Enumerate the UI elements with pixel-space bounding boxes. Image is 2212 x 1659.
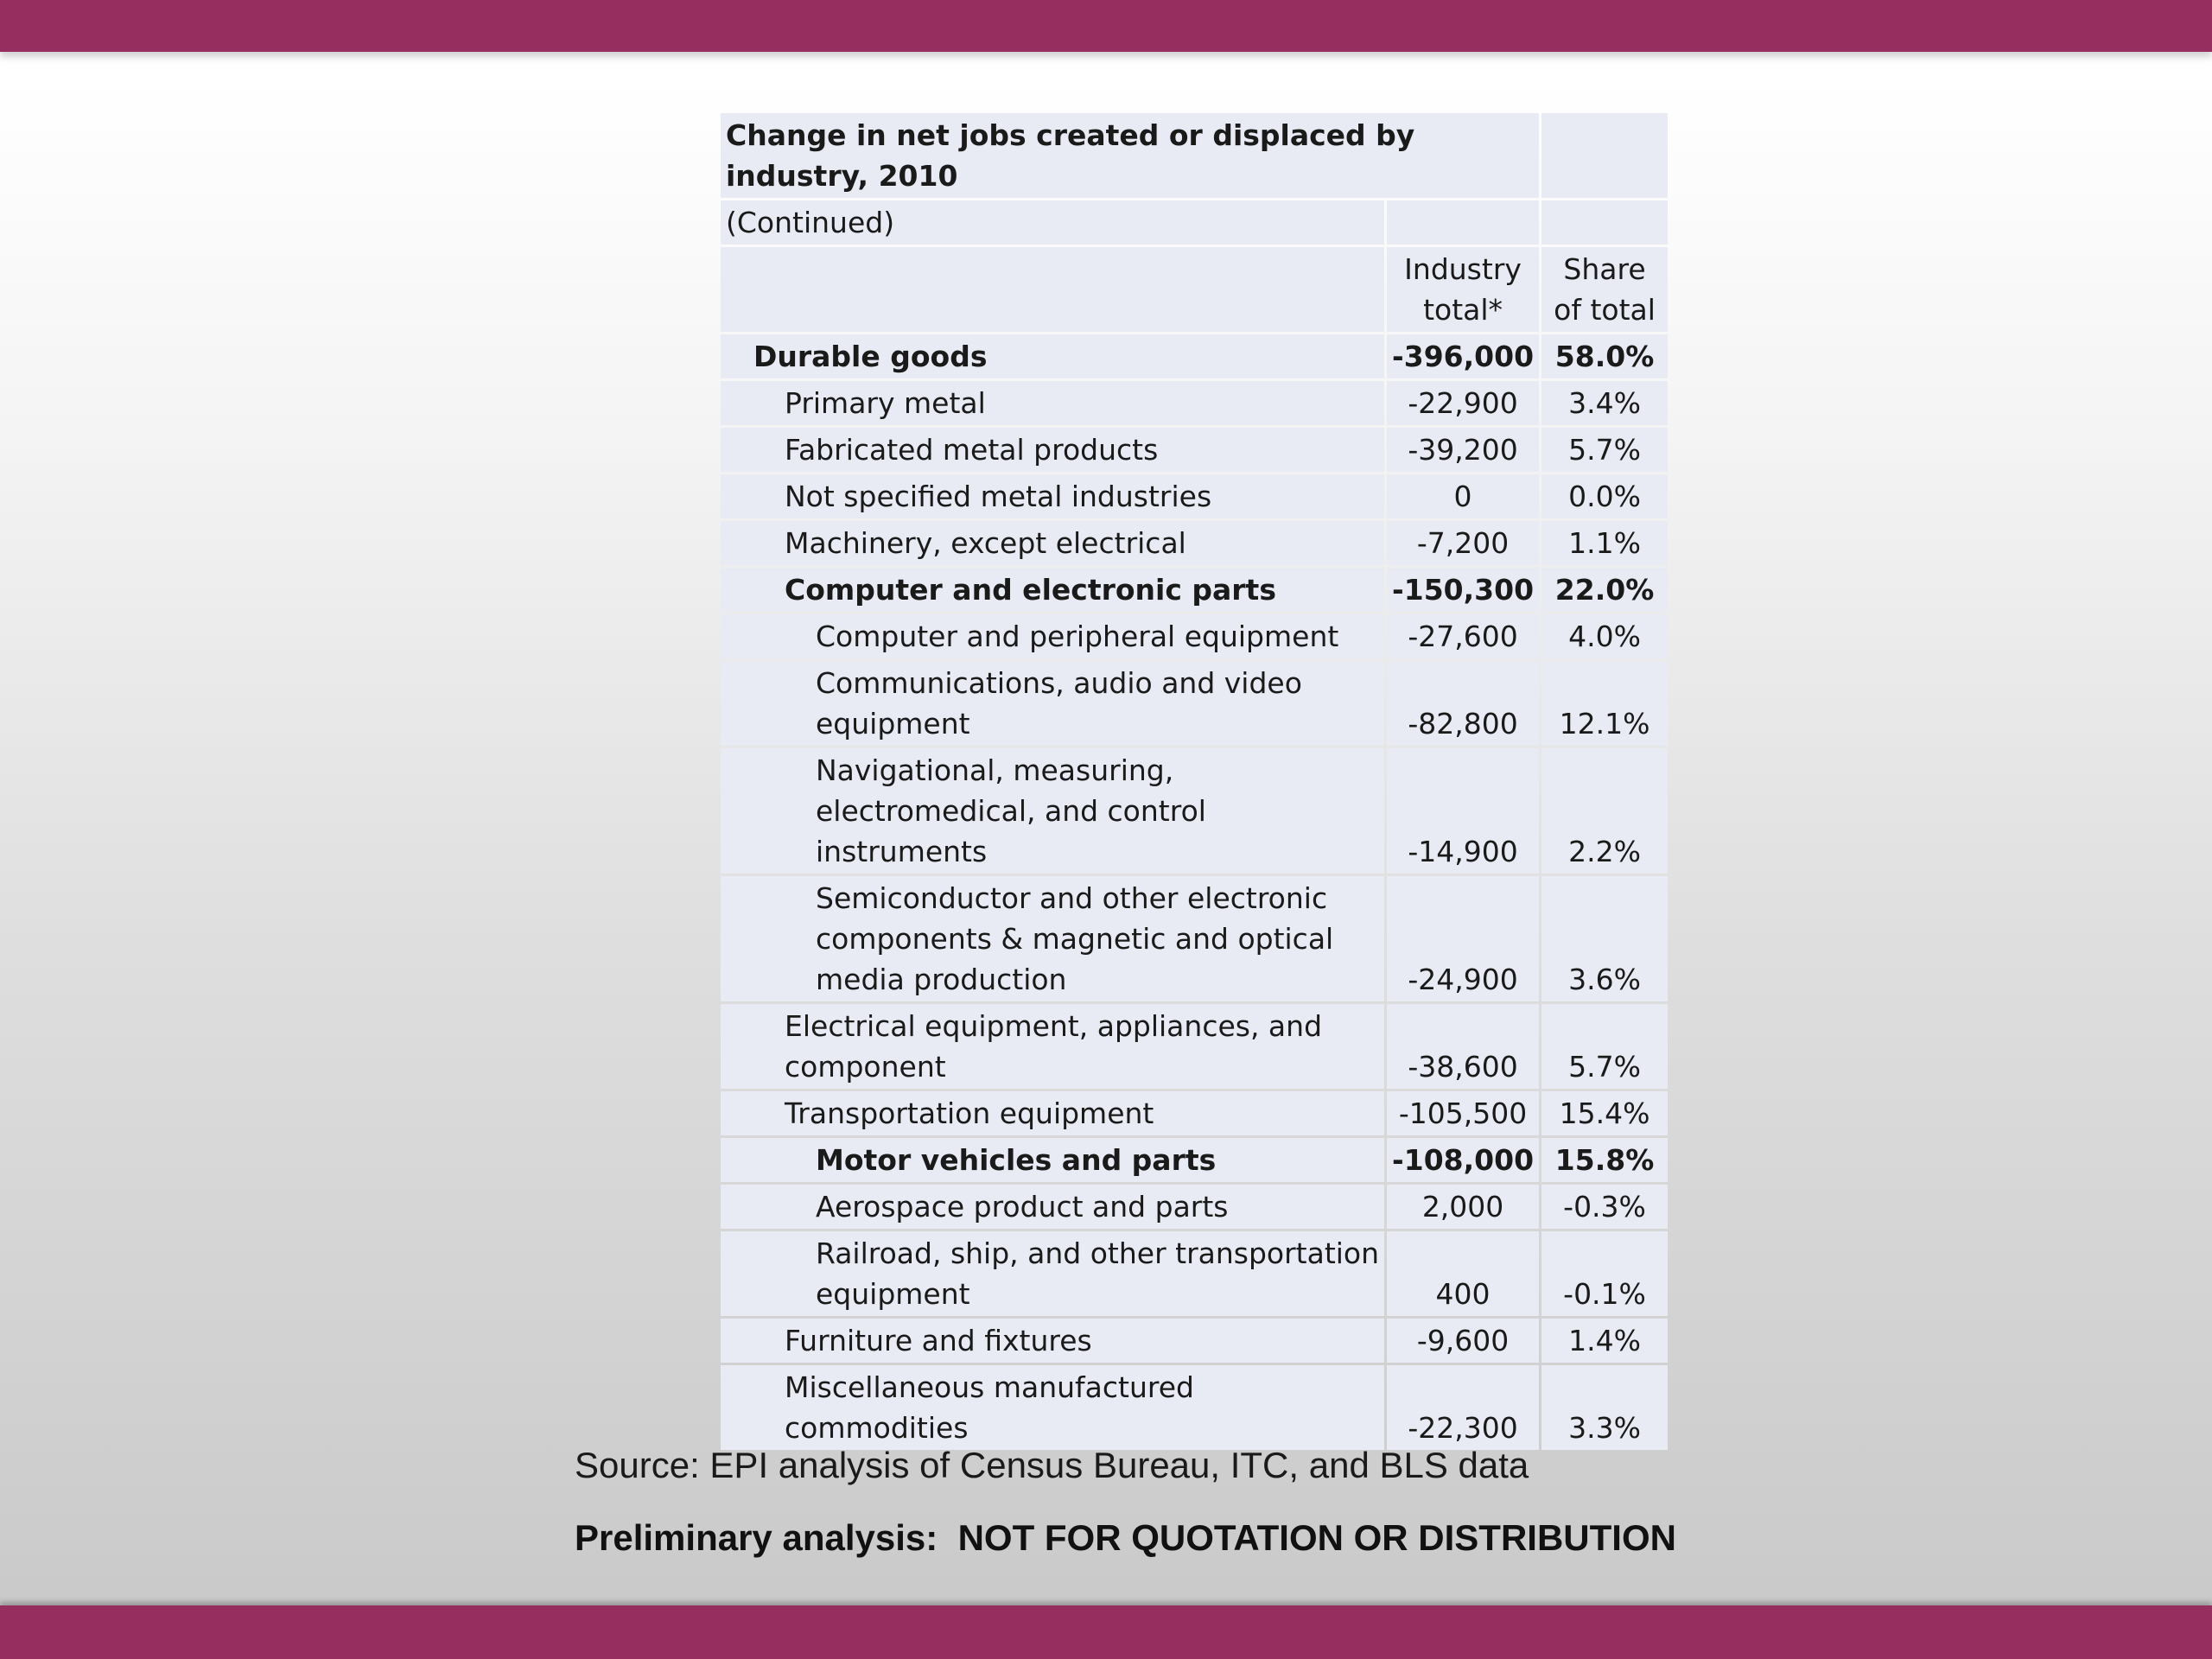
row-share: 0.0% (1541, 474, 1668, 518)
table-row (721, 334, 1668, 378)
table-subtitle-row (721, 200, 1668, 245)
row-share: 1.4% (1541, 1319, 1668, 1363)
table-header-row (721, 247, 1668, 332)
row-label: Electrical equipment, appliances, and component (721, 1004, 1384, 1089)
row-label: Miscellaneous manufactured commodities (721, 1365, 1384, 1450)
table-title-row (721, 113, 1668, 198)
table-row (721, 876, 1668, 1001)
row-share: 15.4% (1541, 1091, 1668, 1135)
row-total: -82,800 (1387, 661, 1539, 746)
row-total: -38,600 (1387, 1004, 1539, 1089)
row-share: 5.7% (1541, 428, 1668, 472)
row-share: 3.4% (1541, 381, 1668, 425)
row-total: -108,000 (1387, 1138, 1539, 1182)
row-label: Not specified metal industries (721, 474, 1384, 518)
table-row (721, 521, 1668, 565)
table-title: Change in net jobs created or displaced by industry, 2010 (721, 113, 1539, 198)
row-label: Navigational, measuring, electromedical, and control instruments (721, 748, 1384, 874)
table-row (721, 614, 1668, 658)
row-share: 5.7% (1541, 1004, 1668, 1089)
row-total: -105,500 (1387, 1091, 1539, 1135)
row-share: -0.3% (1541, 1185, 1668, 1229)
source-note: Source: EPI analysis of Census Bureau, ITC, and BLS data (575, 1445, 1529, 1485)
table-row (721, 474, 1668, 518)
row-total: -7,200 (1387, 521, 1539, 565)
empty-cell (1541, 113, 1668, 198)
row-label: Semiconductor and other electronic components & magnetic and optical media production (721, 876, 1384, 1001)
table-row (721, 1091, 1668, 1135)
row-label: Railroad, ship, and other transportation equipment (721, 1231, 1384, 1316)
table-row (721, 1138, 1668, 1182)
table-row (721, 1231, 1668, 1316)
row-share: 2.2% (1541, 748, 1668, 874)
row-label: Computer and peripheral equipment (721, 614, 1384, 658)
row-share: 58.0% (1541, 334, 1668, 378)
table-row (721, 1004, 1668, 1089)
row-label: Machinery, except electrical (721, 521, 1384, 565)
row-label: Primary metal (721, 381, 1384, 425)
table-row (721, 1365, 1668, 1450)
row-share: 3.6% (1541, 876, 1668, 1001)
row-total: 2,000 (1387, 1185, 1539, 1229)
row-total: -27,600 (1387, 614, 1539, 658)
row-total: -9,600 (1387, 1319, 1539, 1363)
row-share: 15.8% (1541, 1138, 1668, 1182)
table-row (721, 381, 1668, 425)
row-label: Durable goods (721, 334, 1384, 378)
table-row (721, 1185, 1668, 1229)
row-total: -24,900 (1387, 876, 1539, 1001)
row-label: Computer and electronic parts (721, 568, 1384, 612)
jobs-by-industry-table (718, 111, 1670, 1452)
row-label: Furniture and fixtures (721, 1319, 1384, 1363)
row-total: -396,000 (1387, 334, 1539, 378)
bottom-accent-bar (0, 1605, 2212, 1659)
col-header-share: Share of total (1541, 247, 1668, 332)
row-share: 1.1% (1541, 521, 1668, 565)
row-label: Motor vehicles and parts (721, 1138, 1384, 1182)
row-total: -14,900 (1387, 748, 1539, 874)
row-total: 400 (1387, 1231, 1539, 1316)
table-subtitle: (Continued) (721, 200, 1384, 245)
table-row (721, 428, 1668, 472)
preliminary-warning: Preliminary analysis: NOT FOR QUOTATION OR DISTRIBUTION (575, 1517, 1676, 1558)
table-row (721, 661, 1668, 746)
row-total: -22,300 (1387, 1365, 1539, 1450)
row-share: 12.1% (1541, 661, 1668, 746)
row-total: -22,900 (1387, 381, 1539, 425)
row-label: Aerospace product and parts (721, 1185, 1384, 1229)
top-accent-bar (0, 0, 2212, 52)
empty-header-cell (721, 247, 1384, 332)
table-row (721, 748, 1668, 874)
row-total: 0 (1387, 474, 1539, 518)
table-row (721, 1319, 1668, 1363)
row-label: Communications, audio and video equipment (721, 661, 1384, 746)
row-total: -39,200 (1387, 428, 1539, 472)
row-share: 3.3% (1541, 1365, 1668, 1450)
row-total: -150,300 (1387, 568, 1539, 612)
empty-cell (1541, 200, 1668, 245)
row-share: -0.1% (1541, 1231, 1668, 1316)
row-label: Transportation equipment (721, 1091, 1384, 1135)
empty-cell (1387, 200, 1539, 245)
row-label: Fabricated metal products (721, 428, 1384, 472)
row-share: 4.0% (1541, 614, 1668, 658)
row-share: 22.0% (1541, 568, 1668, 612)
col-header-industry-total: Industry total* (1387, 247, 1539, 332)
table-row (721, 568, 1668, 612)
jobs-table-container (718, 111, 1670, 1452)
